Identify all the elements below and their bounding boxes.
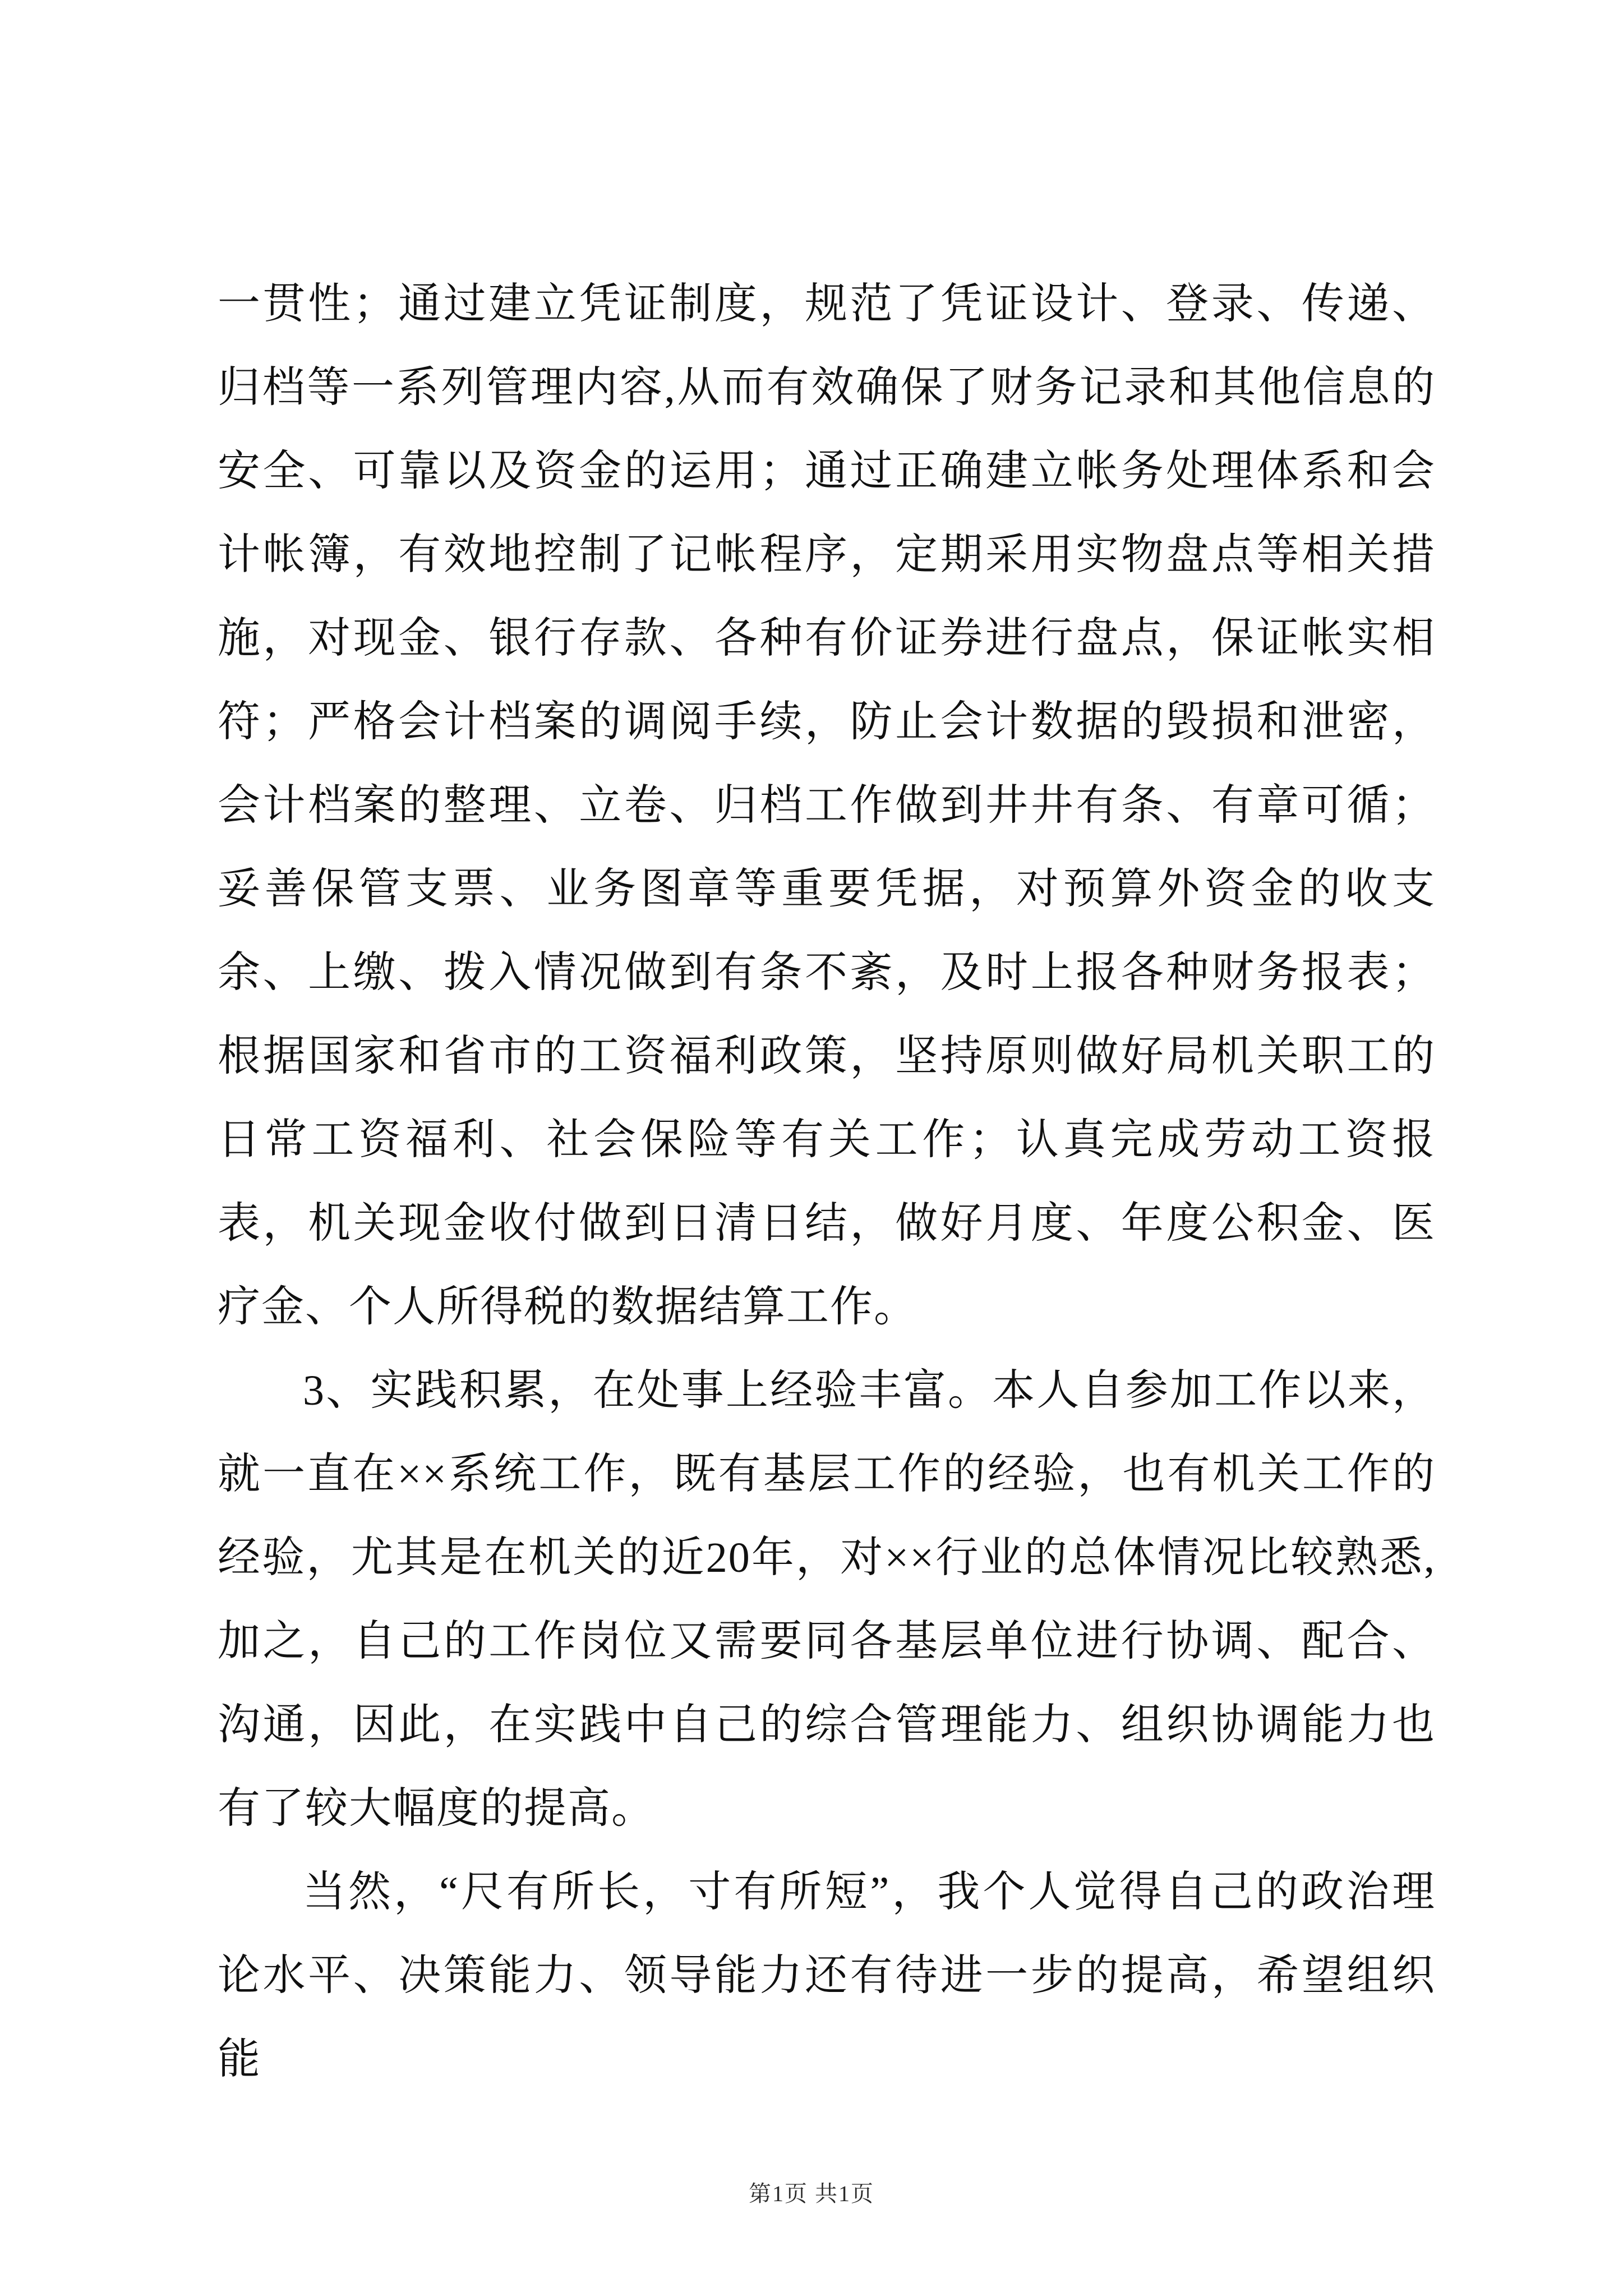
paragraph: 当然，“尺有所长，寸有所短”，我个人觉得自己的政治理论水平、决策能力、领导能力还有待进一步的提高，希望组织能 bbox=[218, 1869, 1436, 2083]
document-body bbox=[218, 263, 1436, 2101]
paragraph: 一贯性；通过建立凭证制度，规范了凭证设计、登录、传递、归档等一系列管理内容,从而有效确保了财务记录和其他信息的安全、可靠以及资金的运用；通过正确建立帐务处理体系和会计帐簿，有效地控制了记帐程序，定期采用实物盘点等相关措施，对现金、银行存款、各种有价证券进行盘点，保证帐实相符；严格会计档案的调阅手续，防止会计数据的毁损和泄密，会计档案的整理、立卷、归档工作做到井井有条、有章可循；妥善保管支票、业务图章等重要凭据，对预算外资金的收支余、上缴、拨入情况做到有条不紊，及时上报各种财务报表；根据国家和省市的工资福利政策，坚持原则做好局机关职工的日常工资福利、社会保险等有关工作；认真完成劳动工资报表，机关现金收付做到日清日结，做好月度、年度公积金、医疗金、个人所得税的数据结算工作。 bbox=[218, 280, 1436, 1331]
paragraph: 3、实践积累，在处事上经验丰富。本人自参加工作以来，就一直在××系统工作，既有基层工作的经验，也有机关工作的经验，尤其是在机关的近20年，对××行业的总体情况比较熟悉,加之，自己的工作岗位又需要同各基层单位进行协调、配合、沟通，因此，在实践中自己的综合管理能力、组织协调能力也有了较大幅度的提高。 bbox=[218, 1367, 1436, 1832]
page-number: 第1页 共1页 bbox=[749, 2181, 874, 2206]
page-footer bbox=[0, 2180, 1623, 2207]
